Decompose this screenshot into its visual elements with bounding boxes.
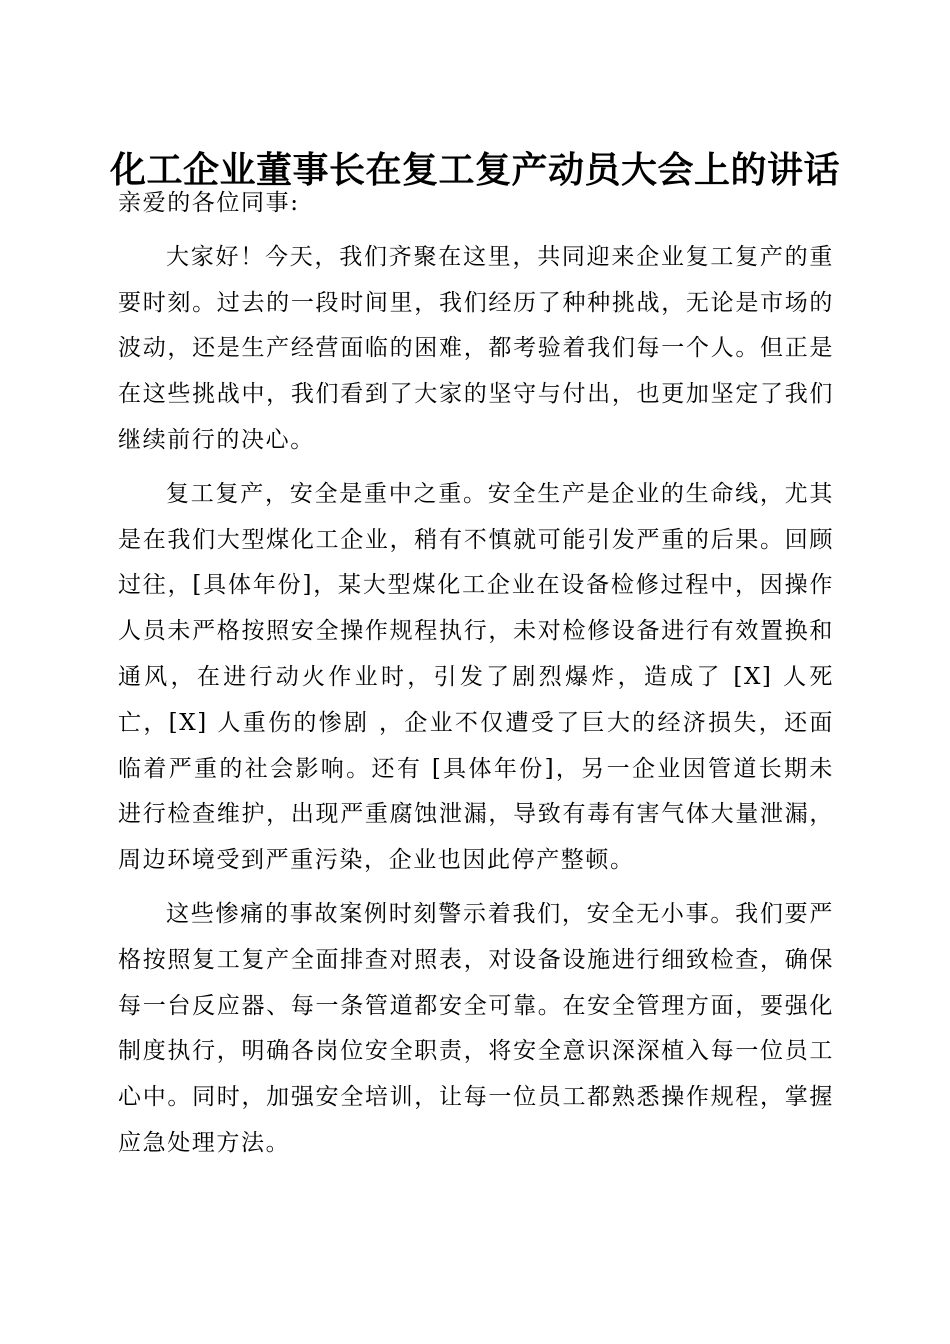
paragraph-2: 复工复产，安全是重中之重。安全生产是企业的生命线，尤其是在我们大型煤化工企业，稍有不慎就可能引发严重的后果。回顾过往，[具体年份]，某大型煤化工企业在设备检修过程中，因操作人员未严格按照安全操作规程执行，未对检修设备进行有效置换和通风，在进行动火作业时，引发了剧烈爆炸，造成了 [X] 人死亡，[X] 人重伤的惨剧 ，企业不仅遭受了巨大的经济损失，还面临着严重的社会影响。还有 [具体年份]，另一企业因管道长期未进行检查维护，出现严重腐蚀泄漏，导致有毒有害气体大量泄漏，周边环境受到严重污染，企业也因此停产整顿。: [118, 480, 834, 874]
salutation: 亲爱的各位同事:: [118, 190, 300, 216]
document-body: [118, 181, 834, 1175]
document-title: 化工企业董事长在复工复产动员大会上的讲话: [109, 149, 840, 191]
paragraph-1: 大家好！今天，我们齐聚在这里，共同迎来企业复工复产的重要时刻。过去的一段时间里，我们经历了种种挑战，无论是市场的波动，还是生产经营面临的困难，都考验着我们每一个人。但正是在这些挑战中，我们看到了大家的坚守与付出，也更加坚定了我们继续前行的决心。: [118, 243, 834, 453]
paragraph-3: 这些惨痛的事故案例时刻警示着我们，安全无小事。我们要严格按照复工复产全面排查对照表，对设备设施进行细致检查，确保每一台反应器、每一条管道都安全可靠。在安全管理方面，要强化制度执行，明确各岗位安全职责，将安全意识深深植入每一位员工心中。同时，加强安全培训，让每一位员工都熟悉操作规程，掌握应急处理方法。: [118, 900, 834, 1156]
